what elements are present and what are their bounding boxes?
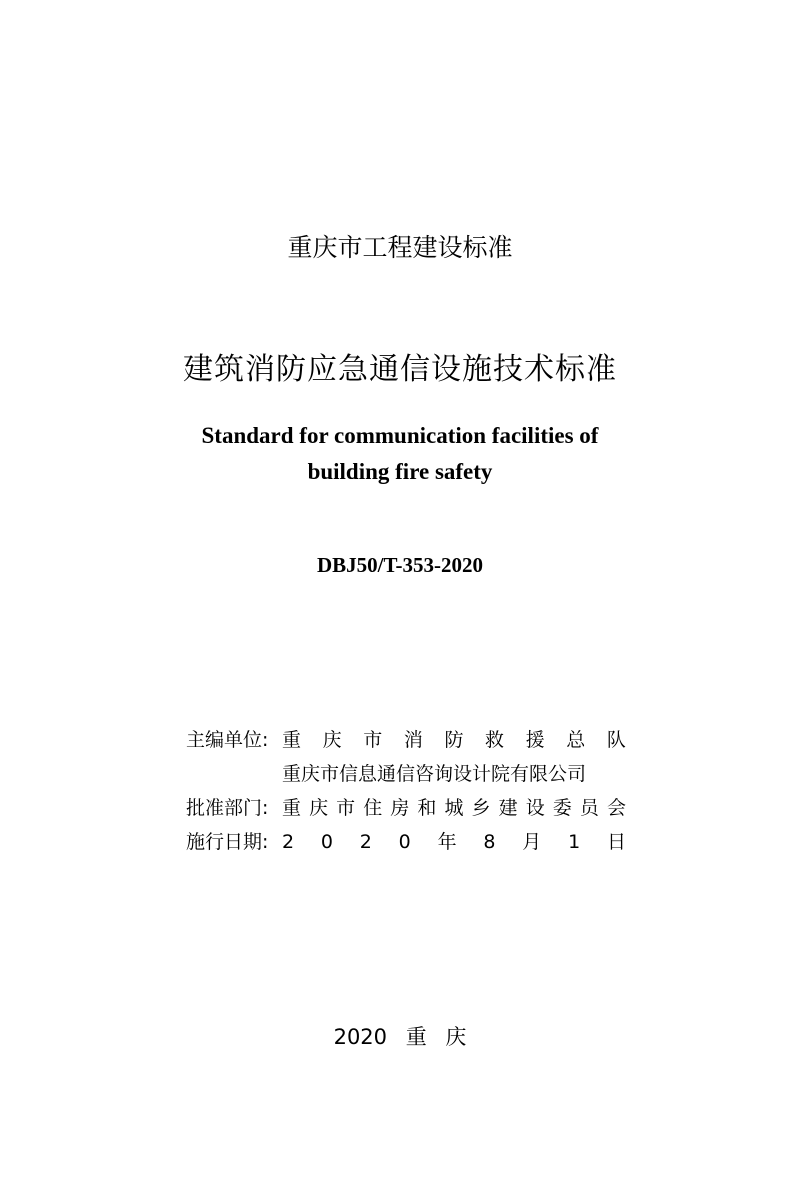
chief-editor-unit-2: 重庆市信息通信咨询设计院有限公司 [282, 763, 587, 785]
standard-series-title: 重庆市工程建设标准 [287, 233, 513, 262]
effective-date-label: 施行日期: [186, 831, 269, 853]
footer-city-char-2: 庆 [445, 1025, 467, 1049]
publication-info [186, 723, 626, 859]
document-title-chinese: 建筑消防应急通信设施技术标准 [183, 352, 617, 387]
chief-editor-row [186, 723, 626, 757]
document-title-english [0, 418, 800, 490]
title-en-line-2: building fire safety [307, 459, 493, 484]
approver-label: 批准部门: [186, 797, 269, 819]
approver-row [186, 791, 626, 825]
chief-editor-label: 主编单位: [186, 729, 269, 751]
publication-footer [0, 1021, 800, 1051]
standard-code: DBJ50/T-353-2020 [316, 553, 484, 577]
effective-date-value: 2 0 2 0 年 8 月 1 日 [282, 831, 626, 853]
chief-editor-unit-1: 重 庆 市 消 防 救 援 总 队 [282, 729, 626, 751]
effective-date-row [186, 825, 626, 859]
footer-year: 2020 [333, 1025, 388, 1049]
approver-value: 重 庆 市 住 房 和 城 乡 建 设 委 员 会 [282, 797, 626, 819]
footer-city-char-1: 重 [405, 1025, 427, 1049]
title-en-line-1: Standard for communication facilities of [201, 423, 599, 448]
